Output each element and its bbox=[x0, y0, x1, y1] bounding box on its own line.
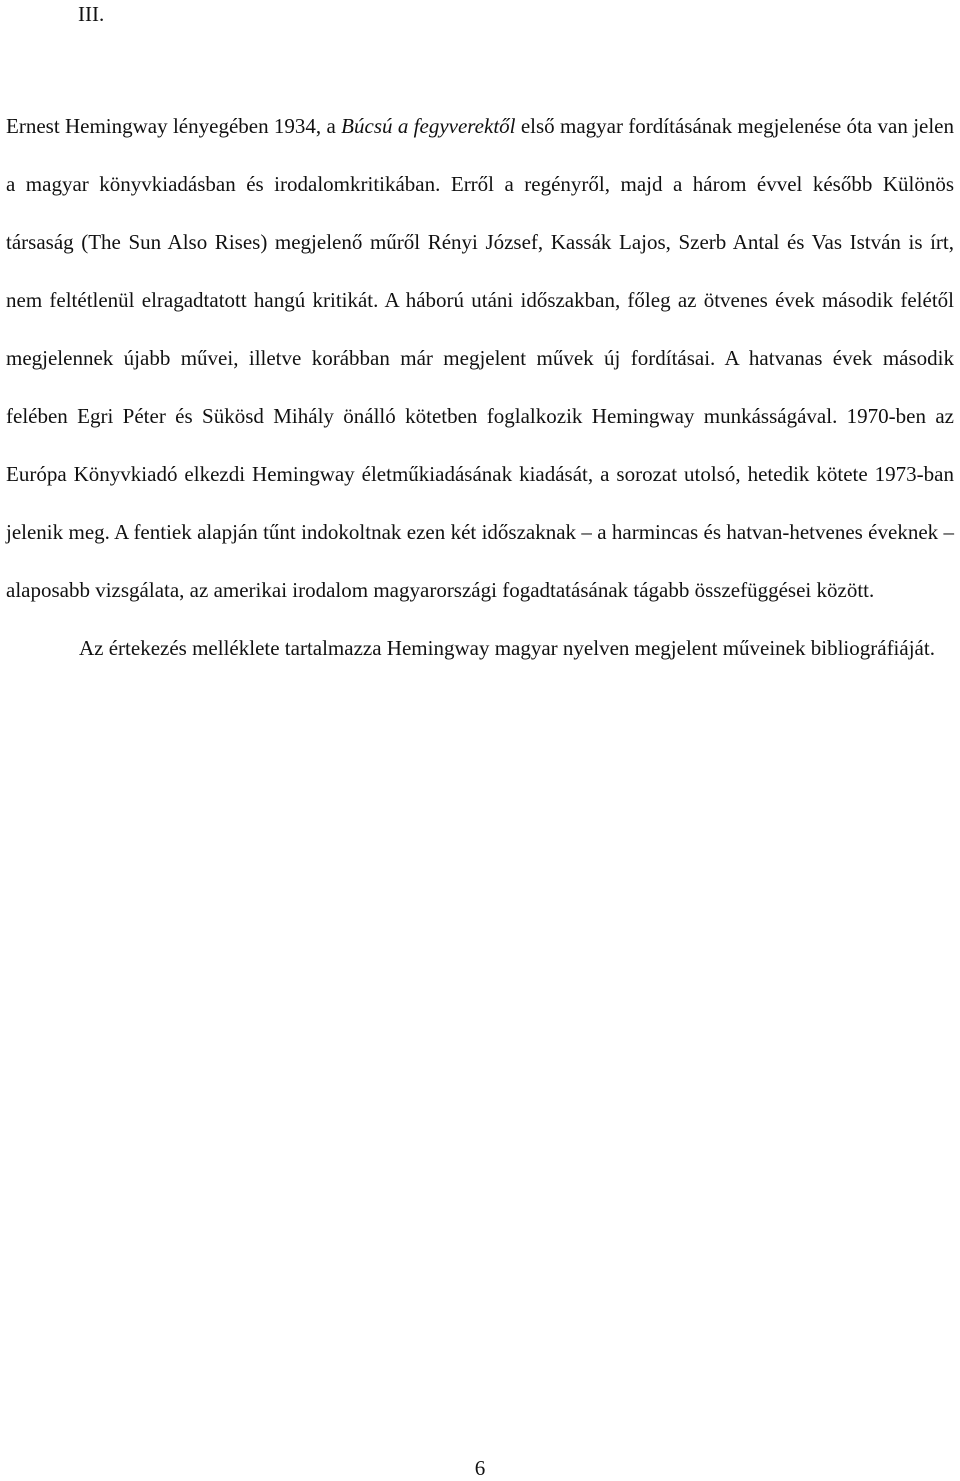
body-text bbox=[6, 97, 954, 677]
paragraph-intro-rest: első magyar fordításának megjelenése óta van jelen a magyar könyvkiadásban és irodalomkritikában. Erről a regényről, majd a három évvel később Különös társaság (The Sun Also Rises) megjelenő műről Rényi József, Kassák Lajos, Szerb Antal és Vas István is írt, nem feltétlenül elragadtatott hangú kritikát. A háború utáni időszakban, főleg az ötvenes évek második felétől megjelennek újabb művei, illetve korábban már megjelent művek új fordításai. A hatvanas évek második felében Egri Péter és Sükösd Mihály önálló kötetben foglalkozik Hemingway munkásságával. 1970-ben az Európa Könyvkiadó elkezdi Hemingway életműkiadásának kiadását, a sorozat utolsó, hetedik kötete 1973-ban jelenik meg. A fentiek alapján tűnt indokoltnak ezen két időszaknak – a harmincas és hatvan-hetvenes éveknek – alaposabb vizsgálata, az amerikai irodalom magyarországi fogadtatásának tágabb összefüggései között. bbox=[6, 114, 955, 602]
paragraph-intro-start: Ernest Hemingway lényegében 1934, a bbox=[6, 114, 342, 138]
paragraph-intro bbox=[6, 97, 954, 619]
page-number: 6 bbox=[474, 1456, 486, 1480]
book-title-italic: Búcsú a fegyverektől bbox=[341, 114, 516, 138]
chapter-heading: III. bbox=[78, 2, 105, 26]
paragraph-appendix: Az értekezés melléklete tartalmazza Hemingway magyar nyelven megjelent műveinek bibliográfiáját. bbox=[79, 636, 935, 660]
